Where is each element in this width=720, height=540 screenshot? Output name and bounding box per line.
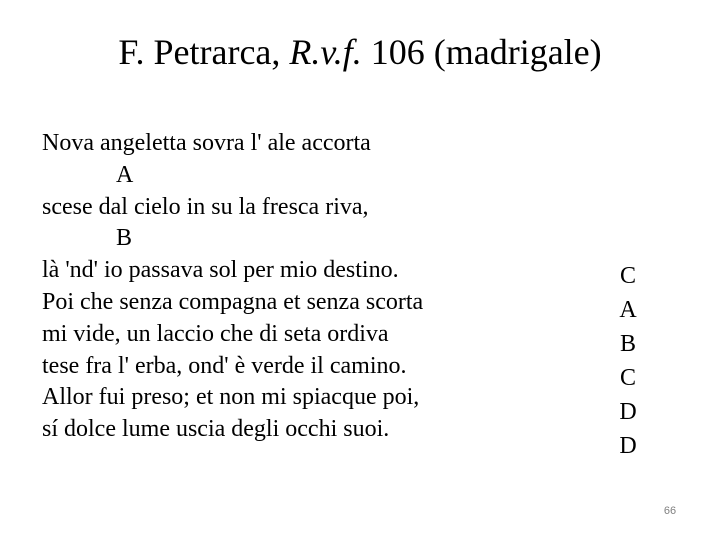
- rhyme-scheme-letter: C: [619, 263, 636, 289]
- poem-line: Poi che senza compagna et senza scorta: [42, 288, 424, 315]
- poem-line: mi vide, un laccio che di seta ordiva: [42, 320, 389, 347]
- title-poem-number: 106 (madrigale): [361, 32, 602, 72]
- rhyme-scheme-letter: B: [619, 331, 636, 357]
- poem-line: Allor fui preso; et non mi spiacque poi,: [42, 384, 420, 411]
- rhyme-scheme-letter: C: [619, 365, 636, 391]
- poem-line: là 'nd' io passava sol per mio destino.: [42, 257, 399, 284]
- page-number: 66: [663, 505, 677, 517]
- rhyme-scheme-letter: A: [619, 297, 637, 323]
- title-author: F. Petrarca,: [118, 32, 290, 72]
- title-work: R.v.f.: [289, 32, 362, 72]
- rhyme-scheme-letter: D: [619, 433, 637, 459]
- rhyme-scheme-column: [600, 259, 656, 463]
- poem-line: scese dal cielo in su la fresca riva,: [42, 193, 369, 220]
- poem-text: [42, 128, 562, 446]
- poem-line: Nova angeletta sovra l' ale accorta: [42, 130, 371, 156]
- rhyme-letter: A: [116, 161, 134, 188]
- rhyme-scheme-letter: D: [619, 399, 637, 425]
- rhyme-letter: B: [116, 225, 133, 252]
- slide-title: [0, 30, 720, 74]
- poem-line: tese fra l' erba, ond' è verde il camino.: [42, 352, 407, 379]
- poem-line: sí dolce lume uscia degli occhi suoi.: [42, 416, 390, 443]
